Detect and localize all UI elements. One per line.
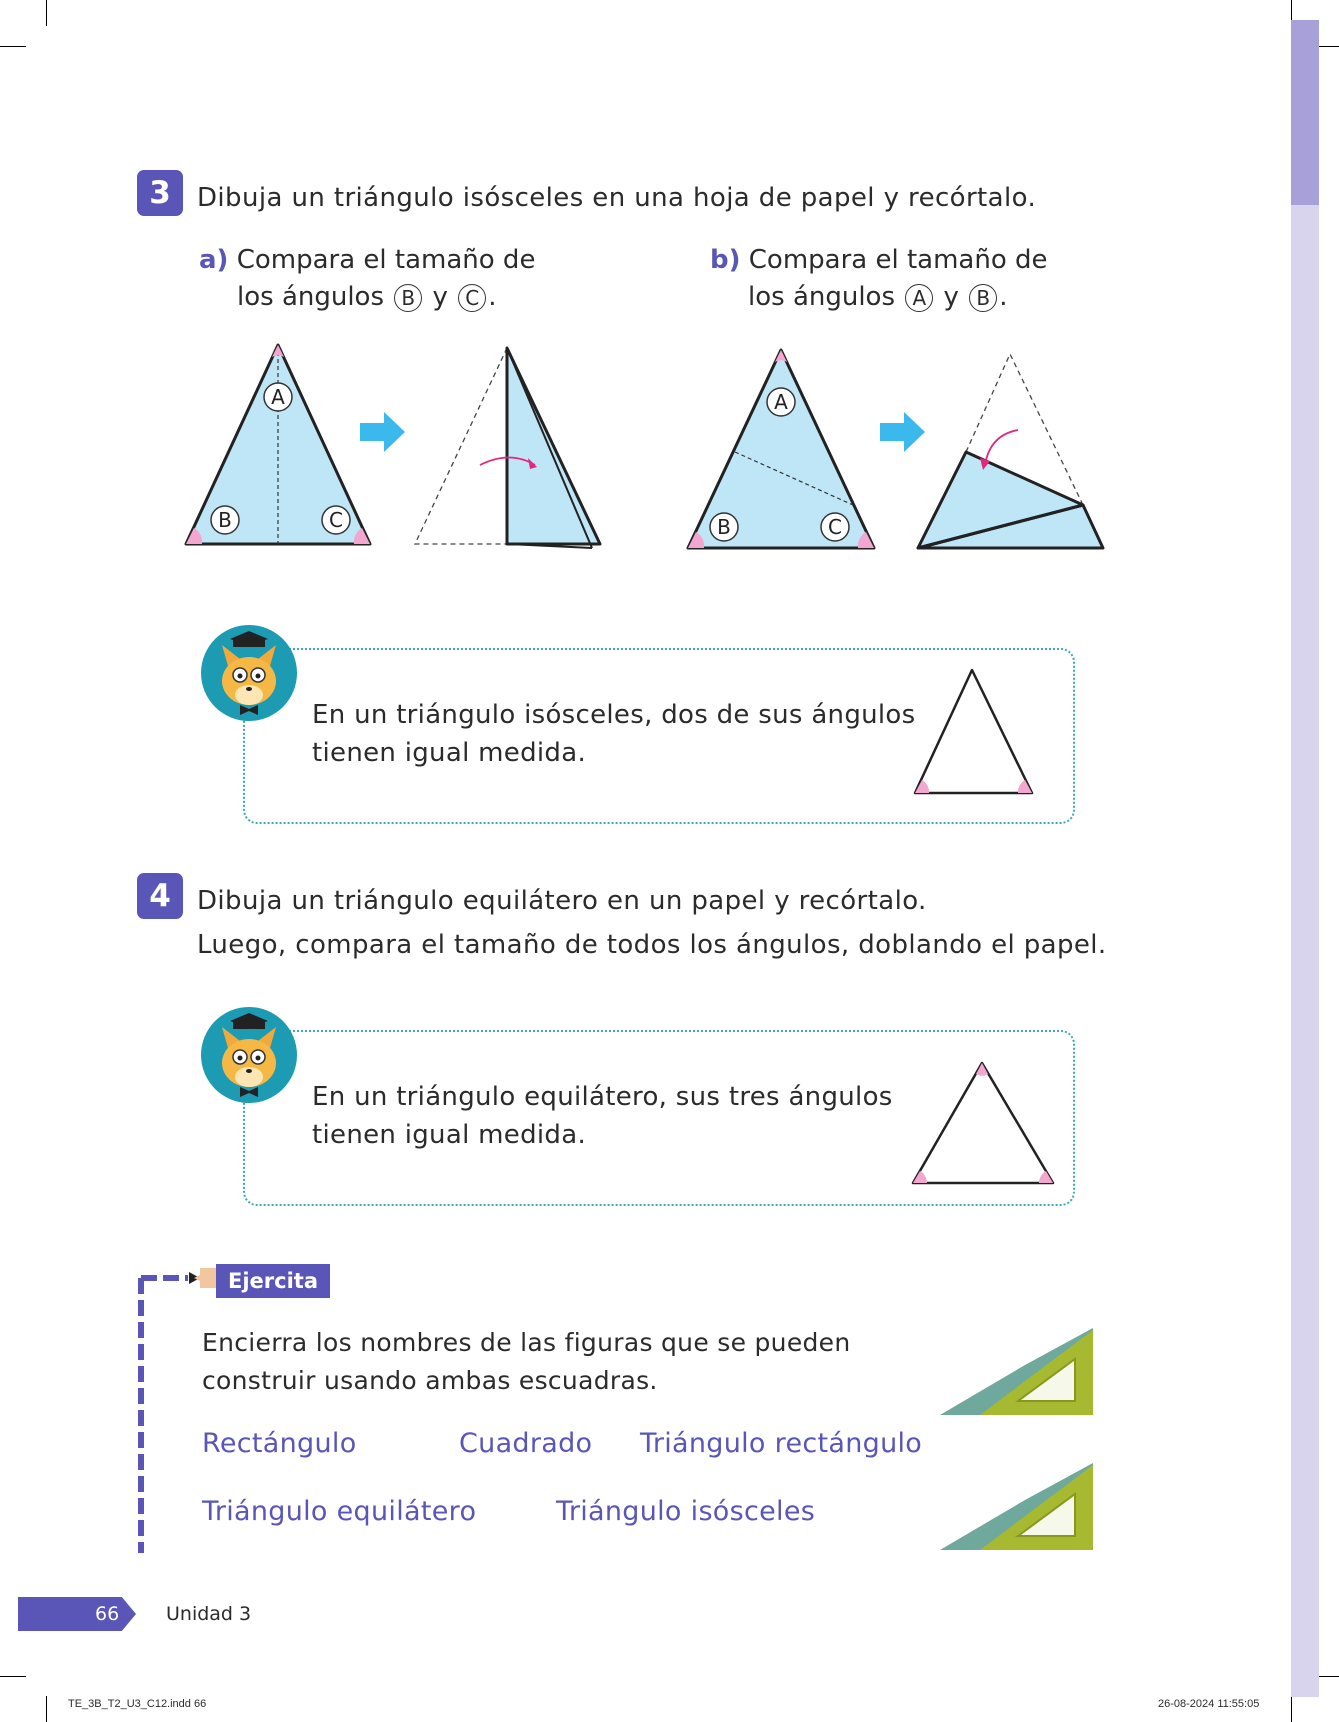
info-line: tienen igual medida. — [312, 738, 587, 768]
vertex-label: A — [271, 385, 285, 409]
crop-mark — [46, 0, 47, 26]
ejercita-tab: Ejercita — [216, 1264, 330, 1298]
option-cuadrado[interactable]: Cuadrado — [459, 1428, 593, 1459]
subquestion-text: Compara el tamaño de — [236, 245, 536, 275]
angle-label-circle: A — [905, 284, 933, 312]
conjunction: y — [432, 282, 448, 312]
info-text — [312, 696, 916, 772]
subquestion-text: los ángulos — [237, 282, 385, 312]
crop-mark — [1291, 1696, 1292, 1722]
option-rectangulo[interactable]: Rectángulo — [202, 1428, 357, 1459]
exercise-number-badge: 3 — [137, 170, 183, 216]
subquestion-letter: b) — [710, 245, 741, 275]
folded-triangle-a — [415, 348, 600, 548]
exercise-line: Luego, compara el tamaño de todos los ángulos, doblando el papel. — [197, 930, 1107, 960]
subquestion-a — [199, 242, 535, 316]
crop-mark — [46, 1696, 47, 1722]
exercise-line: Dibuja un triángulo equilátero en un papel y recórtalo. — [197, 886, 927, 916]
subquestion-text: Compara el tamaño de — [748, 245, 1048, 275]
vertex-label: C — [828, 515, 842, 539]
isosceles-triangle-b — [688, 350, 874, 548]
side-edge-tab — [1291, 20, 1319, 1697]
info-line: En un triángulo equilátero, sus tres ángulos — [312, 1082, 893, 1112]
subquestion-b — [710, 242, 1048, 316]
period: . — [488, 282, 497, 312]
option-triangulo-equilatero[interactable]: Triángulo equilátero — [202, 1496, 477, 1527]
set-square-icon — [940, 1460, 1096, 1552]
vertex-label: B — [218, 508, 232, 532]
teacher-fox-icon — [200, 1007, 300, 1107]
page-number: 66 — [95, 1603, 120, 1625]
teacher-fox-icon — [200, 625, 300, 725]
angle-label-circle: C — [458, 284, 486, 312]
info-text — [312, 1078, 893, 1154]
vertex-label: B — [717, 515, 731, 539]
unit-label: Unidad 3 — [166, 1603, 252, 1625]
folded-triangle-b — [918, 354, 1103, 548]
angle-label-circle: B — [394, 284, 422, 312]
vertex-label: C — [329, 508, 343, 532]
isosceles-triangle-a — [186, 345, 370, 544]
right-arrow-icon — [360, 412, 405, 452]
print-slug-date: 26-08-2024 11:55:05 — [1158, 1698, 1260, 1710]
right-arrow-icon — [880, 412, 925, 452]
subquestion-text: los ángulos — [748, 282, 896, 312]
equilateral-triangle-example — [905, 1055, 1060, 1190]
exercise-statement — [197, 879, 1107, 967]
folding-diagrams — [0, 330, 1160, 560]
print-slug-file: TE_3B_T2_U3_C12.indd 66 — [68, 1698, 207, 1710]
conjunction: y — [943, 282, 959, 312]
set-square-icon — [940, 1325, 1096, 1417]
info-line: tienen igual medida. — [312, 1120, 587, 1150]
option-triangulo-isosceles[interactable]: Triángulo isósceles — [556, 1496, 816, 1527]
option-triangulo-rectangulo[interactable]: Triángulo rectángulo — [640, 1428, 923, 1459]
crop-mark — [0, 46, 26, 47]
vertex-label: A — [774, 390, 788, 414]
subquestion-letter: a) — [199, 245, 229, 275]
ejercita-line: Encierra los nombres de las figuras que se pueden — [202, 1328, 851, 1357]
info-line: En un triángulo isósceles, dos de sus ángulos — [312, 700, 916, 730]
exercise-statement: Dibuja un triángulo isósceles en una hoja de papel y recórtalo. — [197, 183, 1037, 213]
isosceles-triangle-example — [905, 665, 1040, 800]
ejercita-instructions — [202, 1324, 851, 1400]
angle-label-circle: B — [969, 284, 997, 312]
side-edge-tab-accent — [1291, 20, 1319, 205]
period: . — [999, 282, 1008, 312]
exercise-number-badge: 4 — [137, 873, 183, 919]
ejercita-line: construir usando ambas escuadras. — [202, 1366, 658, 1395]
crop-mark — [0, 1676, 26, 1677]
